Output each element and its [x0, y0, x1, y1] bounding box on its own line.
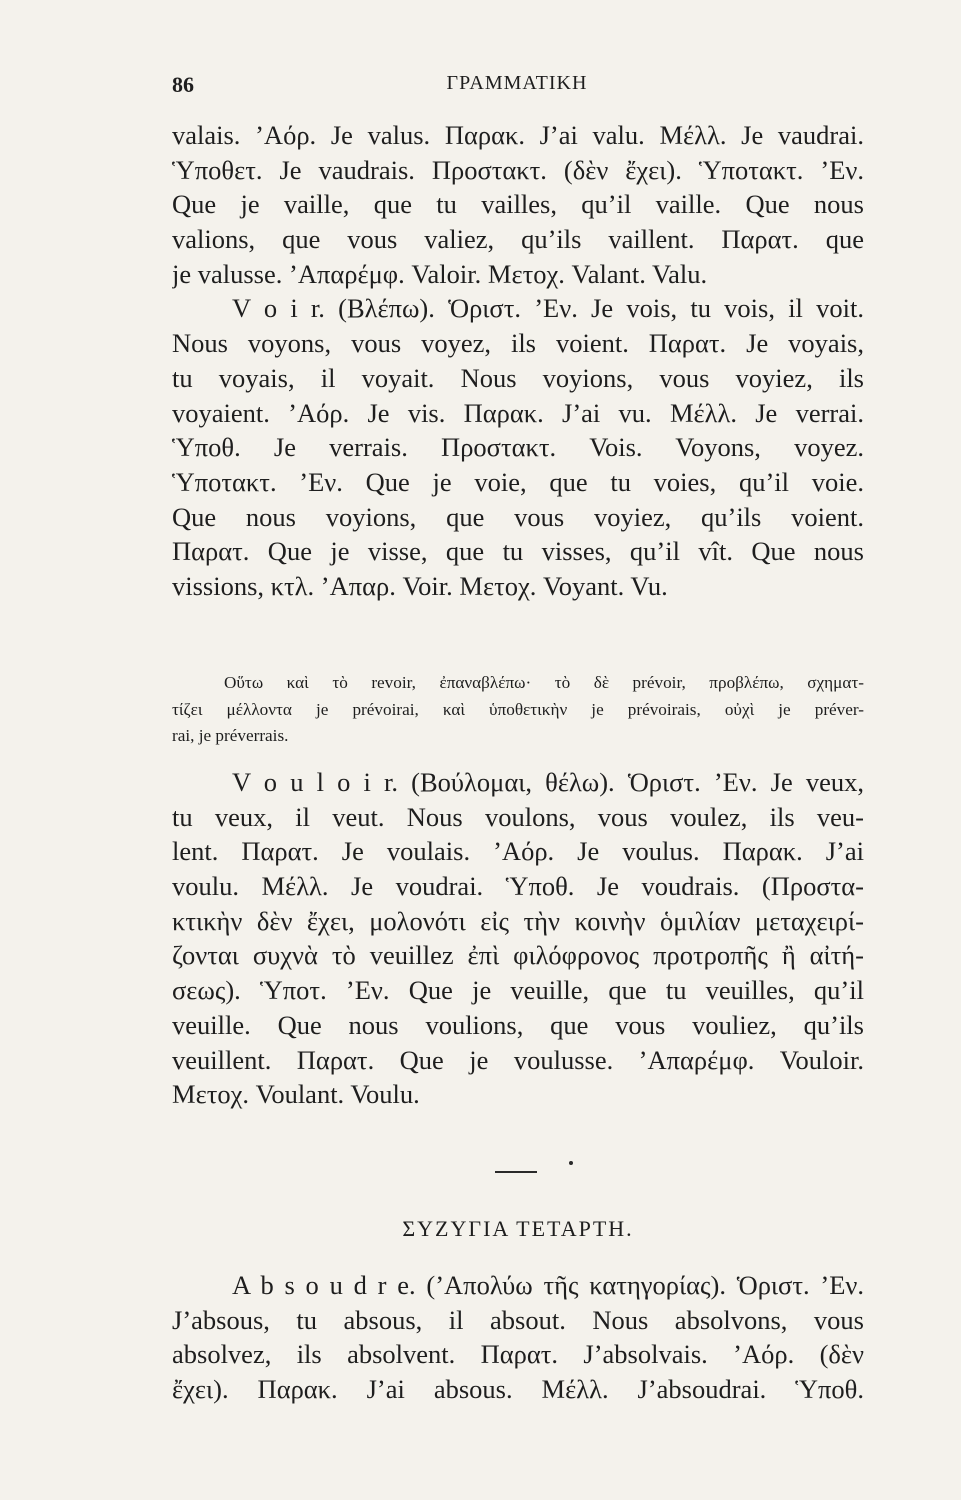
paragraph-vouloir [172, 765, 864, 1112]
page-number: 86 [172, 72, 194, 97]
text-line: tu voyais, il voyait. Nous voyions, vous voyiez, ils [172, 362, 864, 393]
text-line: je valusse. ’Απαρέμφ. Valoir. Μετοχ. Valant. Valu. [172, 258, 708, 289]
paragraph-valoir-voir [172, 118, 864, 604]
paragraph-absoudre [172, 1268, 864, 1407]
note-prevoir [172, 670, 864, 750]
text-line: Ὑποθ. Je verrais. Προστακτ. Vois. Voyons, voyez. [172, 432, 864, 463]
section-title: ΣΥΖΥΓΙΑ ΤΕΤΑΡΤΗ. [402, 1216, 634, 1241]
page-header [172, 72, 862, 106]
text-line: valais. ’Αόρ. Je valus. Παρακ. J’ai valu. Μέλλ. Je vaudrai. [172, 120, 864, 150]
text-line: Nous voyons, vous voyez, ils voient. Παρατ. Je voyais, [172, 328, 864, 359]
text-line: Μετοχ. Voulant. Voulu. [172, 1079, 420, 1110]
text-line: Παρατ. Que je visse, que tu visses, qu’il vît. Que nous [172, 536, 864, 567]
text-line: vissions, κτλ. ’Απαρ. Voir. Μετοχ. Voyant. Vu. [172, 570, 668, 601]
text-line: V o u l o i r. (Βούλομαι, θέλω). Ὁριστ. ’Εν. Je veux, [232, 767, 864, 797]
text-line: Que nous voyions, que vous voyiez, qu’ils voient. [172, 501, 864, 532]
text-line: veuille. Que nous voulions, que vous vouliez, qu’ils [172, 1009, 864, 1040]
text-line: ἔχει). Παρακ. J’ai absous. Μέλλ. J’absoudrai. Ὑποθ. [172, 1374, 864, 1405]
text-line: valions, que vous valiez, qu’ils vaillent. Παρατ. que [172, 224, 864, 255]
text-line: Ὑποτακτ. ’Εν. Que je voie, que tu voies, qu’il voie. [172, 466, 864, 497]
text-line: Que je vaille, que tu vailles, qu’il vaille. Que nous [172, 189, 864, 220]
text-line: κτικὴν δὲν ἔχει, μολονότι εἰς τὴν κοινὴν ὁμιλίαν μεταχειρί- [172, 905, 864, 936]
text-line: voyaient. ’Αόρ. Je vis. Παρακ. J’ai vu. Μέλλ. Je verrai. [172, 397, 864, 428]
text-line: A b s o u d r e. (’Απολύω τῆς κατηγορίας). Ὁριστ. ’Εν. [232, 1270, 864, 1300]
note-line-text: Οὕτω καὶ τὸ revoir, ἐπαναβλέπω· τὸ δὲ prévoir, προβλέπω, σχηματ- [224, 673, 864, 692]
note-line: τίζει μέλλοντα je prévoirai, καὶ ὑποθετικὴν je prévoirais, οὐχὶ je préver- [172, 699, 864, 719]
text-line: Ὑποθετ. Je vaudrais. Προστακτ. (δὲν ἔχει). Ὑποτακτ. ’Εν. [172, 154, 864, 185]
note-line: rai, je préverrais. [172, 726, 289, 746]
note-line [172, 670, 864, 697]
divider-dot [569, 1161, 573, 1165]
text-line: voulu. Μέλλ. Je voudrai. Ὑποθ. Je voudrais. (Προστα- [172, 871, 864, 902]
text-line: J’absous, tu absous, il absout. Nous absolvons, vous [172, 1304, 864, 1335]
text-line: absolvez, ils absolvent. Παρατ. J’absolvais. ’Αόρ. (δὲν [172, 1339, 864, 1370]
text-line: tu veux, il veut. Nous voulons, vous voulez, ils veu- [172, 801, 864, 832]
section-divider [495, 1171, 537, 1173]
text-line: ζονται συχνὰ τὸ veuillez ἐπὶ φιλόφρονος προτροπῆς ἢ αἰτή- [172, 940, 864, 971]
text-line: V o i r. (Βλέπω). Ὁριστ. ’Εν. Je vois, tu vois, il voit. [232, 293, 864, 324]
running-head: ΓΡΑΜΜΑΤΙΚΗ [446, 72, 588, 94]
text-line: veuillent. Παρατ. Que je voulusse. ’Απαρέμφ. Vouloir. [172, 1044, 864, 1075]
text-line: σεως). Ὑποτ. ’Εν. Que je veuille, que tu veuilles, qu’il [172, 975, 864, 1006]
text-line: lent. Παρατ. Je voulais. ’Αόρ. Je voulus. Παρακ. J’ai [172, 836, 864, 867]
